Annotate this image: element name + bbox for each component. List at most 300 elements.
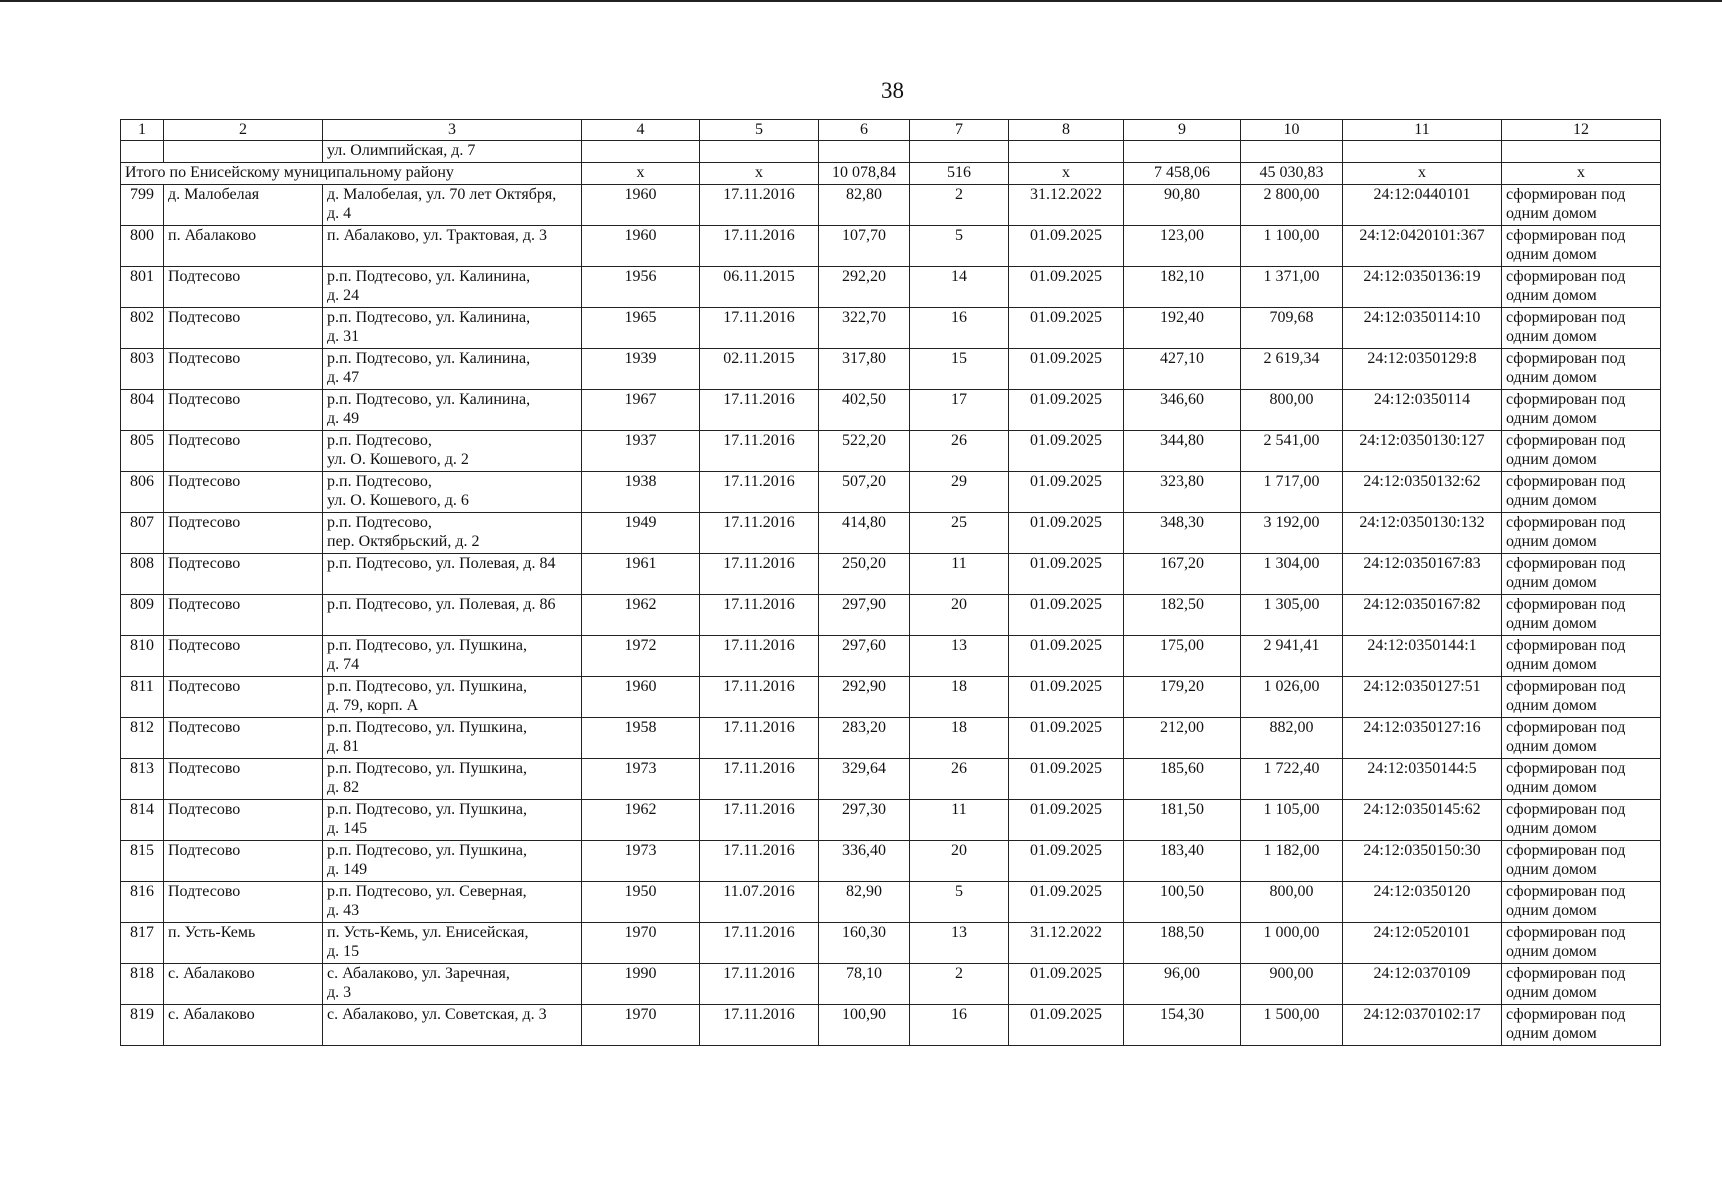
address-cell — [323, 677, 582, 718]
row-number-text: 800 — [130, 227, 154, 244]
planned-area-text: 182,10 — [1160, 268, 1204, 285]
residents-text: 20 — [951, 842, 967, 859]
land-status-line-2: одним домом — [1506, 861, 1597, 878]
land-status-line-2: одним домом — [1506, 943, 1597, 960]
row-number-text: 810 — [130, 637, 154, 654]
resettlement-deadline-cell — [1009, 431, 1124, 472]
year-built-cell — [582, 923, 700, 964]
row-number-text: 799 — [130, 186, 154, 203]
residents-cell — [910, 431, 1009, 472]
land-cost-text: 1 100,00 — [1263, 227, 1320, 244]
area-cell — [819, 636, 910, 677]
table-row — [121, 677, 1661, 718]
table-row — [121, 472, 1661, 513]
residents-text: 18 — [951, 719, 967, 736]
address-line-2: д. 24 — [327, 287, 360, 304]
residents-cell — [910, 554, 1009, 595]
planned-area-cell — [1124, 677, 1241, 718]
settlement-text: Подтесово — [168, 391, 241, 408]
land-status-line-2: одним домом — [1506, 738, 1597, 755]
land-cost-text: 2 941,41 — [1263, 637, 1320, 654]
total-label: Итого по Енисейскому муниципальному району — [121, 163, 582, 185]
land-status-cell — [1502, 595, 1661, 636]
address-line-1: р.п. Подтесово, — [327, 514, 432, 531]
land-status-cell — [1502, 431, 1661, 472]
area-cell — [819, 677, 910, 718]
settlement-text: п. Абалаково — [168, 227, 257, 244]
settlement-cell — [164, 595, 323, 636]
row-number-text: 819 — [130, 1006, 154, 1023]
cadastral-number-text: 24:12:0350136:19 — [1363, 268, 1481, 285]
row-number-text: 802 — [130, 309, 154, 326]
land-cost-text: 709,68 — [1269, 309, 1314, 326]
area-cell — [819, 554, 910, 595]
land-cost-cell — [1241, 841, 1343, 882]
row-number-text: 805 — [130, 432, 154, 449]
planned-area-cell — [1124, 185, 1241, 226]
table-row — [121, 226, 1661, 267]
year-built-text: 1973 — [624, 842, 657, 859]
land-status-cell — [1502, 185, 1661, 226]
land-cost-text: 1 026,00 — [1263, 678, 1320, 695]
recognition-date-text: 17.11.2016 — [723, 596, 795, 613]
recognition-date-cell — [700, 964, 819, 1005]
land-cost-cell — [1241, 554, 1343, 595]
total-cost: 45 030,83 — [1241, 163, 1343, 185]
settlement-text: Подтесово — [168, 596, 241, 613]
settlement-text: Подтесово — [168, 760, 241, 777]
recognition-date-cell — [700, 595, 819, 636]
resettlement-deadline-text: 01.09.2025 — [1030, 473, 1102, 490]
year-built-cell — [582, 1005, 700, 1046]
row-number-text: 811 — [130, 678, 154, 695]
year-built-cell — [582, 308, 700, 349]
land-status-cell — [1502, 1005, 1661, 1046]
recognition-date-cell — [700, 718, 819, 759]
recognition-date-text: 17.11.2016 — [723, 391, 795, 408]
year-built-cell — [582, 800, 700, 841]
address-line-1: р.п. Подтесово, — [327, 473, 432, 490]
row-number-text: 816 — [130, 883, 154, 900]
area-text: 329,64 — [842, 760, 886, 777]
land-cost-cell — [1241, 267, 1343, 308]
residents-text: 14 — [951, 268, 967, 285]
year-built-text: 1962 — [624, 801, 657, 818]
area-text: 414,80 — [842, 514, 886, 531]
area-text: 100,90 — [842, 1006, 886, 1023]
table-row — [121, 554, 1661, 595]
land-status-cell — [1502, 349, 1661, 390]
land-status-cell — [1502, 677, 1661, 718]
table-row — [121, 800, 1661, 841]
settlement-cell — [164, 677, 323, 718]
land-status-line-1: сформирован под — [1506, 965, 1626, 982]
row-number-text: 813 — [130, 760, 154, 777]
planned-area-text: 167,20 — [1160, 555, 1204, 572]
planned-area-text: 182,50 — [1160, 596, 1204, 613]
planned-area-cell — [1124, 759, 1241, 800]
land-status-line-1: сформирован под — [1506, 760, 1626, 777]
land-cost-cell — [1241, 718, 1343, 759]
recognition-date-cell — [700, 267, 819, 308]
cadastral-number-cell — [1343, 472, 1502, 513]
land-status-line-1: сформирован под — [1506, 555, 1626, 572]
continuation-address-cell: ул. Олимпийская, д. 7 — [323, 141, 582, 163]
land-cost-text: 2 619,34 — [1263, 350, 1320, 367]
row-number-cell — [121, 472, 164, 513]
address-line-1: с. Абалаково, ул. Заречная, — [327, 965, 510, 982]
residents-text: 2 — [955, 965, 963, 982]
cadastral-number-text: 24:12:0350130:127 — [1359, 432, 1485, 449]
residents-cell — [910, 882, 1009, 923]
address-cell — [323, 431, 582, 472]
row-number-cell — [121, 882, 164, 923]
residents-cell — [910, 759, 1009, 800]
row-number-cell — [121, 349, 164, 390]
recognition-date-cell — [700, 554, 819, 595]
year-built-cell — [582, 390, 700, 431]
row-number-cell — [121, 267, 164, 308]
land-cost-text: 1 304,00 — [1263, 555, 1320, 572]
settlement-cell — [164, 1005, 323, 1046]
planned-area-cell — [1124, 226, 1241, 267]
land-cost-text: 1 182,00 — [1263, 842, 1320, 859]
settlement-cell — [164, 390, 323, 431]
planned-area-text: 192,40 — [1160, 309, 1204, 326]
resettlement-deadline-text: 01.09.2025 — [1030, 555, 1102, 572]
settlement-cell — [164, 841, 323, 882]
land-status-line-2: одним домом — [1506, 492, 1597, 509]
table-row — [121, 185, 1661, 226]
cadastral-number-cell — [1343, 882, 1502, 923]
address-line-2: д. 81 — [327, 738, 360, 755]
header-cell: 10 — [1241, 120, 1343, 141]
table-row — [121, 267, 1661, 308]
land-cost-cell — [1241, 636, 1343, 677]
resettlement-deadline-cell — [1009, 308, 1124, 349]
resettlement-deadline-cell — [1009, 554, 1124, 595]
settlement-cell — [164, 718, 323, 759]
row-number-text: 808 — [130, 555, 154, 572]
address-line-1: р.п. Подтесово, ул. Полевая, д. 86 — [327, 596, 556, 613]
year-built-cell — [582, 718, 700, 759]
address-cell — [323, 636, 582, 677]
settlement-text: п. Усть-Кемь — [168, 924, 256, 941]
land-status-line-2: одним домом — [1506, 328, 1597, 345]
year-built-cell — [582, 595, 700, 636]
land-status-cell — [1502, 718, 1661, 759]
year-built-text: 1990 — [624, 965, 657, 982]
land-status-line-1: сформирован под — [1506, 514, 1626, 531]
land-status-line-1: сформирован под — [1506, 596, 1626, 613]
row-number-cell — [121, 923, 164, 964]
total-col5: x — [700, 163, 819, 185]
planned-area-text: 348,30 — [1160, 514, 1204, 531]
resettlement-deadline-text: 01.09.2025 — [1030, 883, 1102, 900]
residents-text: 15 — [951, 350, 967, 367]
land-cost-text: 900,00 — [1269, 965, 1314, 982]
area-cell — [819, 1005, 910, 1046]
area-text: 336,40 — [842, 842, 886, 859]
planned-area-text: 427,10 — [1160, 350, 1204, 367]
cadastral-number-cell — [1343, 1005, 1502, 1046]
year-built-text: 1960 — [624, 227, 657, 244]
row-number-text: 817 — [130, 924, 154, 941]
planned-area-cell — [1124, 800, 1241, 841]
residents-text: 2 — [955, 186, 963, 203]
land-status-line-1: сформирован под — [1506, 883, 1626, 900]
resettlement-deadline-text: 01.09.2025 — [1030, 268, 1102, 285]
year-built-cell — [582, 636, 700, 677]
land-status-line-2: одним домом — [1506, 574, 1597, 591]
address-cell — [323, 308, 582, 349]
table-row — [121, 841, 1661, 882]
recognition-date-text: 17.11.2016 — [723, 186, 795, 203]
year-built-text: 1950 — [624, 883, 657, 900]
land-status-cell — [1502, 636, 1661, 677]
settlement-text: с. Абалаково — [168, 965, 255, 982]
empty-cell — [1241, 141, 1343, 163]
page-number: 38 — [881, 78, 904, 103]
table-row — [121, 595, 1661, 636]
table-row — [121, 964, 1661, 1005]
cadastral-number-text: 24:12:0350127:51 — [1363, 678, 1481, 695]
year-built-text: 1937 — [624, 432, 657, 449]
planned-area-cell — [1124, 472, 1241, 513]
residents-text: 20 — [951, 596, 967, 613]
row-number-text: 804 — [130, 391, 154, 408]
planned-area-cell — [1124, 308, 1241, 349]
address-cell — [323, 1005, 582, 1046]
land-status-line-1: сформирован под — [1506, 473, 1626, 490]
resettlement-deadline-text: 01.09.2025 — [1030, 309, 1102, 326]
address-line-1: р.п. Подтесово, — [327, 432, 432, 449]
cadastral-number-cell — [1343, 349, 1502, 390]
land-status-line-2: одним домом — [1506, 410, 1597, 427]
area-text: 82,80 — [846, 186, 882, 203]
recognition-date-cell — [700, 636, 819, 677]
recognition-date-cell — [700, 472, 819, 513]
land-cost-text: 800,00 — [1269, 391, 1314, 408]
cadastral-number-text: 24:12:0370109 — [1373, 965, 1471, 982]
planned-area-text: 185,60 — [1160, 760, 1204, 777]
row-number-text: 801 — [130, 268, 154, 285]
resettlement-deadline-text: 01.09.2025 — [1030, 842, 1102, 859]
row-number-cell — [121, 841, 164, 882]
residents-cell — [910, 636, 1009, 677]
land-status-cell — [1502, 390, 1661, 431]
residents-cell — [910, 718, 1009, 759]
area-cell — [819, 226, 910, 267]
settlement-text: Подтесово — [168, 473, 241, 490]
year-built-cell — [582, 841, 700, 882]
planned-area-cell — [1124, 841, 1241, 882]
planned-area-text: 100,50 — [1160, 883, 1204, 900]
resettlement-deadline-text: 01.09.2025 — [1030, 514, 1102, 531]
year-built-text: 1973 — [624, 760, 657, 777]
header-cell: 5 — [700, 120, 819, 141]
column-number-header-row — [121, 120, 1661, 141]
address-line-2: д. 47 — [327, 369, 360, 386]
resettlement-deadline-cell — [1009, 759, 1124, 800]
resettlement-deadline-text: 01.09.2025 — [1030, 227, 1102, 244]
land-status-line-2: одним домом — [1506, 369, 1597, 386]
land-status-line-2: одним домом — [1506, 287, 1597, 304]
header-cell: 2 — [164, 120, 323, 141]
header-cell: 11 — [1343, 120, 1502, 141]
land-status-line-1: сформирован под — [1506, 227, 1626, 244]
resettlement-deadline-cell — [1009, 718, 1124, 759]
recognition-date-cell — [700, 308, 819, 349]
address-line-1: п. Усть-Кемь, ул. Енисейская, — [327, 924, 529, 941]
recognition-date-text: 17.11.2016 — [723, 719, 795, 736]
row-number-text: 809 — [130, 596, 154, 613]
address-cell — [323, 882, 582, 923]
settlement-text: д. Малобелая — [168, 186, 260, 203]
cadastral-number-cell — [1343, 431, 1502, 472]
land-status-line-1: сформирован под — [1506, 1006, 1626, 1023]
cadastral-number-cell — [1343, 800, 1502, 841]
recognition-date-cell — [700, 226, 819, 267]
row-number-cell — [121, 554, 164, 595]
land-cost-cell — [1241, 431, 1343, 472]
header-cell: 8 — [1009, 120, 1124, 141]
settlement-text: Подтесово — [168, 842, 241, 859]
area-cell — [819, 349, 910, 390]
land-status-line-2: одним домом — [1506, 779, 1597, 796]
year-built-cell — [582, 882, 700, 923]
planned-area-cell — [1124, 513, 1241, 554]
cadastral-number-text: 24:12:0350114:10 — [1363, 309, 1481, 326]
settlement-cell — [164, 759, 323, 800]
recognition-date-cell — [700, 841, 819, 882]
year-built-text: 1970 — [624, 1006, 657, 1023]
empty-cell — [121, 141, 164, 163]
recognition-date-text: 17.11.2016 — [723, 760, 795, 777]
land-cost-cell — [1241, 472, 1343, 513]
recognition-date-text: 17.11.2016 — [723, 1006, 795, 1023]
area-text: 297,60 — [842, 637, 886, 654]
residents-text: 13 — [951, 924, 967, 941]
planned-area-cell — [1124, 964, 1241, 1005]
residents-cell — [910, 308, 1009, 349]
recognition-date-text: 17.11.2016 — [723, 309, 795, 326]
address-line-1: р.п. Подтесово, ул. Калинина, — [327, 268, 531, 285]
total-col8: x — [1009, 163, 1124, 185]
address-line-1: р.п. Подтесово, ул. Калинина, — [327, 309, 531, 326]
planned-area-cell — [1124, 718, 1241, 759]
empty-cell — [1124, 141, 1241, 163]
land-status-line-1: сформирован под — [1506, 268, 1626, 285]
recognition-date-cell — [700, 513, 819, 554]
recognition-date-cell — [700, 390, 819, 431]
cadastral-number-text: 24:12:0350114 — [1373, 391, 1471, 408]
year-built-text: 1967 — [624, 391, 657, 408]
table-row — [121, 390, 1661, 431]
land-cost-text: 1 371,00 — [1263, 268, 1320, 285]
area-cell — [819, 513, 910, 554]
land-status-line-1: сформирован под — [1506, 719, 1626, 736]
settlement-cell — [164, 472, 323, 513]
land-status-line-2: одним домом — [1506, 984, 1597, 1001]
land-cost-text: 1 722,40 — [1263, 760, 1320, 777]
land-cost-text: 1 305,00 — [1263, 596, 1320, 613]
land-status-line-1: сформирован под — [1506, 801, 1626, 818]
land-status-line-2: одним домом — [1506, 246, 1597, 263]
area-text: 283,20 — [842, 719, 886, 736]
cadastral-number-cell — [1343, 677, 1502, 718]
area-cell — [819, 841, 910, 882]
address-line-1: р.п. Подтесово, ул. Пушкина, — [327, 678, 527, 695]
address-line-2: д. 79, корп. А — [327, 697, 419, 714]
land-status-line-2: одним домом — [1506, 697, 1597, 714]
land-status-line-1: сформирован под — [1506, 637, 1626, 654]
scan-edge-line — [0, 0, 1722, 2]
residents-text: 26 — [951, 760, 967, 777]
address-line-1: р.п. Подтесово, ул. Полевая, д. 84 — [327, 555, 556, 572]
address-cell — [323, 718, 582, 759]
address-cell — [323, 185, 582, 226]
year-built-cell — [582, 267, 700, 308]
planned-area-text: 346,60 — [1160, 391, 1204, 408]
land-status-line-2: одним домом — [1506, 205, 1597, 222]
row-number-cell — [121, 964, 164, 1005]
settlement-cell — [164, 185, 323, 226]
land-cost-text: 2 800,00 — [1263, 186, 1320, 203]
table-row — [121, 349, 1661, 390]
address-line-2: д. 15 — [327, 943, 360, 960]
land-status-line-2: одним домом — [1506, 615, 1597, 632]
cadastral-number-cell — [1343, 759, 1502, 800]
residents-text: 25 — [951, 514, 967, 531]
land-status-line-2: одним домом — [1506, 1025, 1597, 1042]
cadastral-number-cell — [1343, 964, 1502, 1005]
settlement-cell — [164, 636, 323, 677]
cadastral-number-text: 24:12:0350167:82 — [1363, 596, 1481, 613]
area-text: 78,10 — [846, 965, 882, 982]
resettlement-deadline-cell — [1009, 923, 1124, 964]
area-cell — [819, 759, 910, 800]
area-text: 402,50 — [842, 391, 886, 408]
resettlement-deadline-cell — [1009, 800, 1124, 841]
planned-area-cell — [1124, 1005, 1241, 1046]
year-built-cell — [582, 349, 700, 390]
residents-cell — [910, 513, 1009, 554]
settlement-cell — [164, 349, 323, 390]
recognition-date-text: 17.11.2016 — [723, 473, 795, 490]
land-status-line-1: сформирован под — [1506, 186, 1626, 203]
area-text: 250,20 — [842, 555, 886, 572]
planned-area-cell — [1124, 595, 1241, 636]
header-cell: 1 — [121, 120, 164, 141]
settlement-text: Подтесово — [168, 432, 241, 449]
settlement-text: с. Абалаково — [168, 1006, 255, 1023]
land-status-cell — [1502, 964, 1661, 1005]
land-cost-text: 1 717,00 — [1263, 473, 1320, 490]
land-status-cell — [1502, 308, 1661, 349]
year-built-text: 1938 — [624, 473, 657, 490]
land-status-line-2: одним домом — [1506, 451, 1597, 468]
cadastral-number-text: 24:12:0350144:5 — [1367, 760, 1477, 777]
recognition-date-text: 17.11.2016 — [723, 801, 795, 818]
year-built-text: 1962 — [624, 596, 657, 613]
residents-text: 5 — [955, 883, 963, 900]
area-text: 322,70 — [842, 309, 886, 326]
residents-cell — [910, 800, 1009, 841]
residents-cell — [910, 1005, 1009, 1046]
address-cell — [323, 554, 582, 595]
land-status-cell — [1502, 513, 1661, 554]
